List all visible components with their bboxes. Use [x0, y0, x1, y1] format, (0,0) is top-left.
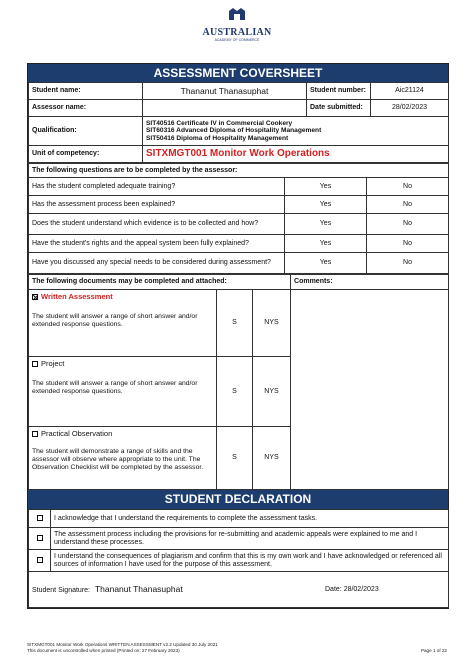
- qualification-item: SIT50416 Diploma of Hospitality Management: [146, 134, 289, 142]
- student-details-table: [28, 82, 449, 163]
- checked-checkbox-icon[interactable]: [32, 294, 38, 300]
- document-title: Written Assessment: [32, 293, 213, 301]
- declaration-date-label: Date:: [325, 586, 342, 593]
- signature-row: [29, 572, 449, 608]
- declaration-text: I understand the consequences of plagiarism and confirm that this is my own work and I have acknowledged or referenced all sources of information I have used for the purpose of this assessment.: [51, 550, 449, 572]
- document-description: The student will demonstrate a range of skills and the assessor will observe where appropriate to the unit. The Observation Checklist will be completed by the assessor.: [32, 448, 204, 471]
- student-name-label: Student name:: [29, 83, 143, 100]
- checkbox-icon[interactable]: [37, 515, 43, 521]
- document-title: Practical Observation: [32, 430, 213, 438]
- documents-header: The following documents may be completed and attached:: [29, 275, 291, 290]
- document-item-written: [29, 290, 217, 357]
- questions-header: The following questions are to be completed by the assessor:: [29, 164, 449, 178]
- footer-document-info: SITXMGT001 Monitor Work Operations WRITTEN ASSESSMENT v2.2 Updated 30 July 2021: [27, 642, 218, 647]
- declaration-checkbox-cell: [29, 528, 51, 550]
- checkbox-icon[interactable]: [32, 431, 38, 437]
- student-name-value[interactable]: Thananut Thanasuphat: [143, 83, 307, 100]
- document-description: The student will answer a range of short answer and/or extended response questions.: [32, 313, 198, 328]
- logo-subtext: ACADEMY OF COMMERCE: [214, 38, 260, 42]
- unit-of-competency-value: SITXMGT001 Monitor Work Operations: [143, 146, 449, 163]
- result-s[interactable]: S: [217, 290, 253, 357]
- result-s[interactable]: S: [217, 427, 253, 490]
- answer-no[interactable]: No: [367, 253, 449, 274]
- documents-table: [28, 274, 449, 490]
- declaration-text: I acknowledge that I understand the requirements to complete the assessment tasks.: [51, 510, 449, 528]
- document-item-project: [29, 357, 217, 427]
- checkbox-icon[interactable]: [32, 361, 38, 367]
- answer-yes[interactable]: Yes: [285, 235, 367, 253]
- page-footer: [27, 642, 447, 654]
- student-number-label: Student number:: [307, 83, 371, 100]
- question-text: Have the student's rights and the appeal system been fully explained?: [29, 235, 285, 253]
- student-number-value[interactable]: Aic21124: [371, 83, 449, 100]
- qualification-label: Qualification:: [29, 117, 143, 146]
- footer-print-info: This document is uncontrolled when printed (Printed on: 27 February 2023): [27, 648, 180, 653]
- declaration-date-value[interactable]: 28/02/2023: [343, 586, 379, 593]
- checkbox-icon[interactable]: [37, 557, 43, 563]
- question-text: Has the student completed adequate training?: [29, 178, 285, 196]
- assessment-coversheet: [27, 63, 449, 609]
- answer-no[interactable]: No: [367, 235, 449, 253]
- qualification-item: SIT60316 Advanced Diploma of Hospitality Management: [146, 127, 322, 135]
- date-group: [325, 586, 379, 594]
- result-nys[interactable]: NYS: [253, 357, 291, 427]
- answer-yes[interactable]: Yes: [285, 178, 367, 196]
- qualification-list: [143, 117, 449, 146]
- answer-no[interactable]: No: [367, 178, 449, 196]
- date-submitted-label: Date submitted:: [307, 100, 371, 117]
- student-declaration-title: STUDENT DECLARATION: [28, 490, 448, 509]
- crest-icon: [226, 6, 248, 22]
- document-item-observation: [29, 427, 217, 490]
- question-text: Have you discussed any special needs to be considered during assessment?: [29, 253, 285, 274]
- result-nys[interactable]: NYS: [253, 427, 291, 490]
- answer-yes[interactable]: Yes: [285, 196, 367, 214]
- coversheet-title: ASSESSMENT COVERSHEET: [28, 64, 448, 82]
- unit-of-competency-label: Unit of competency:: [29, 146, 143, 163]
- declaration-checkbox-cell: [29, 510, 51, 528]
- comments-box[interactable]: [291, 290, 449, 490]
- assessor-name-label: Assessor name:: [29, 100, 143, 117]
- assessor-name-value[interactable]: [143, 100, 307, 117]
- answer-no[interactable]: No: [367, 214, 449, 235]
- question-text: Does the student understand which evidence is to be collected and how?: [29, 214, 285, 235]
- document-description: The student will answer a range of short answer and/or extended response questions.: [32, 380, 198, 395]
- result-nys[interactable]: NYS: [253, 290, 291, 357]
- declaration-checkbox-cell: [29, 550, 51, 572]
- comments-label: Comments:: [291, 275, 449, 290]
- institution-logo: [200, 6, 274, 56]
- logo-brand-text: AUSTRALIAN: [202, 27, 272, 38]
- question-text: Has the assessment process been explained?: [29, 196, 285, 214]
- page-number: Page 1 of 22: [420, 648, 447, 653]
- answer-yes[interactable]: Yes: [285, 214, 367, 235]
- date-submitted-value[interactable]: 28/02/2023: [371, 100, 449, 117]
- answer-yes[interactable]: Yes: [285, 253, 367, 274]
- signature-label: Student Signature:: [32, 586, 90, 594]
- assessor-questions-table: [28, 163, 449, 274]
- signature-value[interactable]: Thananut Thanasuphat: [94, 583, 183, 594]
- document-title: Project: [32, 360, 213, 368]
- declaration-table: [28, 509, 449, 608]
- checkbox-icon[interactable]: [37, 535, 43, 541]
- answer-no[interactable]: No: [367, 196, 449, 214]
- result-s[interactable]: S: [217, 357, 253, 427]
- qualification-item: SIT40516 Certificate IV in Commercial Cookery: [146, 120, 293, 128]
- declaration-text: The assessment process including the provisions for re-submitting and academic appeals were explained to me and I understand these processes.: [51, 528, 449, 550]
